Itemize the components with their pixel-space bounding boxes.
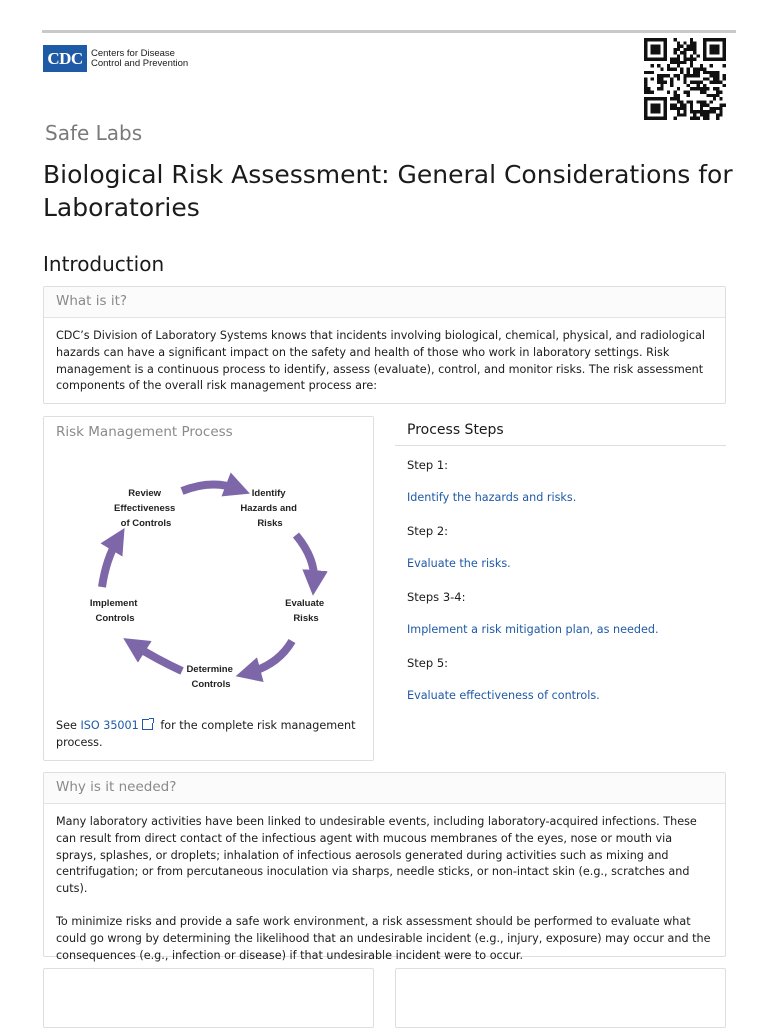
- step-1-label: Step 1:: [407, 458, 449, 472]
- top-divider: [42, 30, 736, 33]
- iso-35001-link[interactable]: ISO 35001: [80, 719, 139, 732]
- steps-3-4-label: Steps 3-4:: [407, 590, 466, 604]
- label-identify-line-2: Hazards and: [240, 503, 297, 514]
- risk-cycle-diagram: [72, 469, 352, 709]
- next-card-right: [395, 968, 726, 1028]
- step-5-label: Step 5:: [407, 656, 449, 670]
- label-identify-line-3: Risks: [257, 518, 283, 529]
- card-body: [44, 804, 725, 990]
- label-review: [114, 488, 178, 529]
- card-heading: What is it?: [44, 287, 725, 318]
- step-2-description: Evaluate the risks.: [407, 557, 511, 570]
- label-evaluate-line-1: Evaluate: [285, 598, 325, 609]
- label-evaluate: [285, 598, 327, 624]
- label-identify-line-1: Identify: [251, 488, 286, 499]
- arrow-identify-to-evaluate: [296, 535, 314, 583]
- steps-3-4-description: Implement a risk mitigation plan, as needed.: [407, 623, 659, 636]
- step-2-label: Step 2:: [407, 524, 449, 538]
- risk-management-process-card: [43, 416, 374, 761]
- iso-note-prefix: See: [56, 719, 81, 732]
- logo-line-1: Centers for Disease: [91, 47, 175, 59]
- why-is-it-needed-card: [43, 772, 726, 962]
- step-5-description: Evaluate effectiveness of controls.: [407, 689, 600, 702]
- label-implement-line-2: Controls: [95, 613, 135, 624]
- next-card-left: [43, 968, 374, 1028]
- what-is-it-card: [43, 286, 726, 404]
- process-steps-panel: [395, 416, 726, 702]
- label-evaluate-line-2: Risks: [293, 613, 319, 624]
- why-paragraph-2: To minimize risks and provide a safe work environment, a risk assessment should be performed to evaluate what could go wrong by determining the likelihood that an undesirable incident (e.g., injury, exposure) may occur and the consequences (e.g., infection or disease) if that undesirable incident were to occur.: [56, 914, 711, 962]
- label-determine-line-1: Determine: [186, 664, 233, 675]
- label-identify: [240, 488, 299, 529]
- arrow-implement-to-review: [102, 539, 118, 587]
- section-title-introduction: Introduction: [43, 252, 165, 276]
- card-heading: Risk Management Process: [44, 417, 373, 448]
- page-title: Biological Risk Assessment: General Considerations for Laboratories: [43, 160, 733, 222]
- cdc-logo[interactable]: [43, 45, 188, 72]
- step-1-description: Identify the hazards and risks.: [407, 491, 577, 504]
- site-title[interactable]: Safe Labs: [45, 121, 143, 145]
- label-implement: [90, 598, 140, 624]
- card-body: [44, 318, 725, 421]
- iso-note-suffix: for the complete risk management process.: [56, 719, 356, 749]
- cdc-logo-mark: CDC: [43, 45, 87, 72]
- label-implement-line-1: Implement: [89, 598, 138, 609]
- cdc-logo-text: [91, 49, 188, 69]
- qr-code-icon: [644, 38, 726, 120]
- external-link-icon[interactable]: [142, 719, 153, 730]
- label-review-line-2: Effectiveness: [114, 503, 176, 514]
- process-steps-heading: Process Steps: [395, 416, 726, 446]
- card-heading: Why is it needed?: [44, 773, 725, 804]
- logo-line-2: Control and Prevention: [91, 57, 189, 69]
- arrow-determine-to-implement: [134, 645, 182, 671]
- label-determine: [186, 664, 235, 690]
- label-review-line-3: of Controls: [120, 518, 172, 529]
- label-determine-line-2: Controls: [191, 679, 231, 690]
- intro-paragraph: CDC’s Division of Laboratory Systems knows that incidents involving biological, chemical, physical, and radiological hazards can have a significant impact on the safety and health of those who work in laboratory settings. Risk management is a continuous process to identify, assess (evaluate), control, and monitor risks. The risk assessment components of the overall risk management process are:: [56, 329, 705, 393]
- label-review-line-1: Review: [128, 488, 162, 499]
- arrow-review-to-identify: [182, 484, 238, 491]
- why-paragraph-1: Many laboratory activities have been linked to undesirable events, including laboratory-acquired infections. These can result from direct contact of the infectious agent with mucous membranes of the eyes, nose or mouth via sprays, splashes, or droplets; inhalation of infectious aerosols generated during activities such as mixing and centrifugation; or from percutaneous inoculation via sharps, needle sticks, or non-intact skin (e.g., scratches and cuts).: [56, 815, 697, 896]
- arrow-evaluate-to-determine: [248, 641, 292, 673]
- iso-note: [56, 717, 356, 751]
